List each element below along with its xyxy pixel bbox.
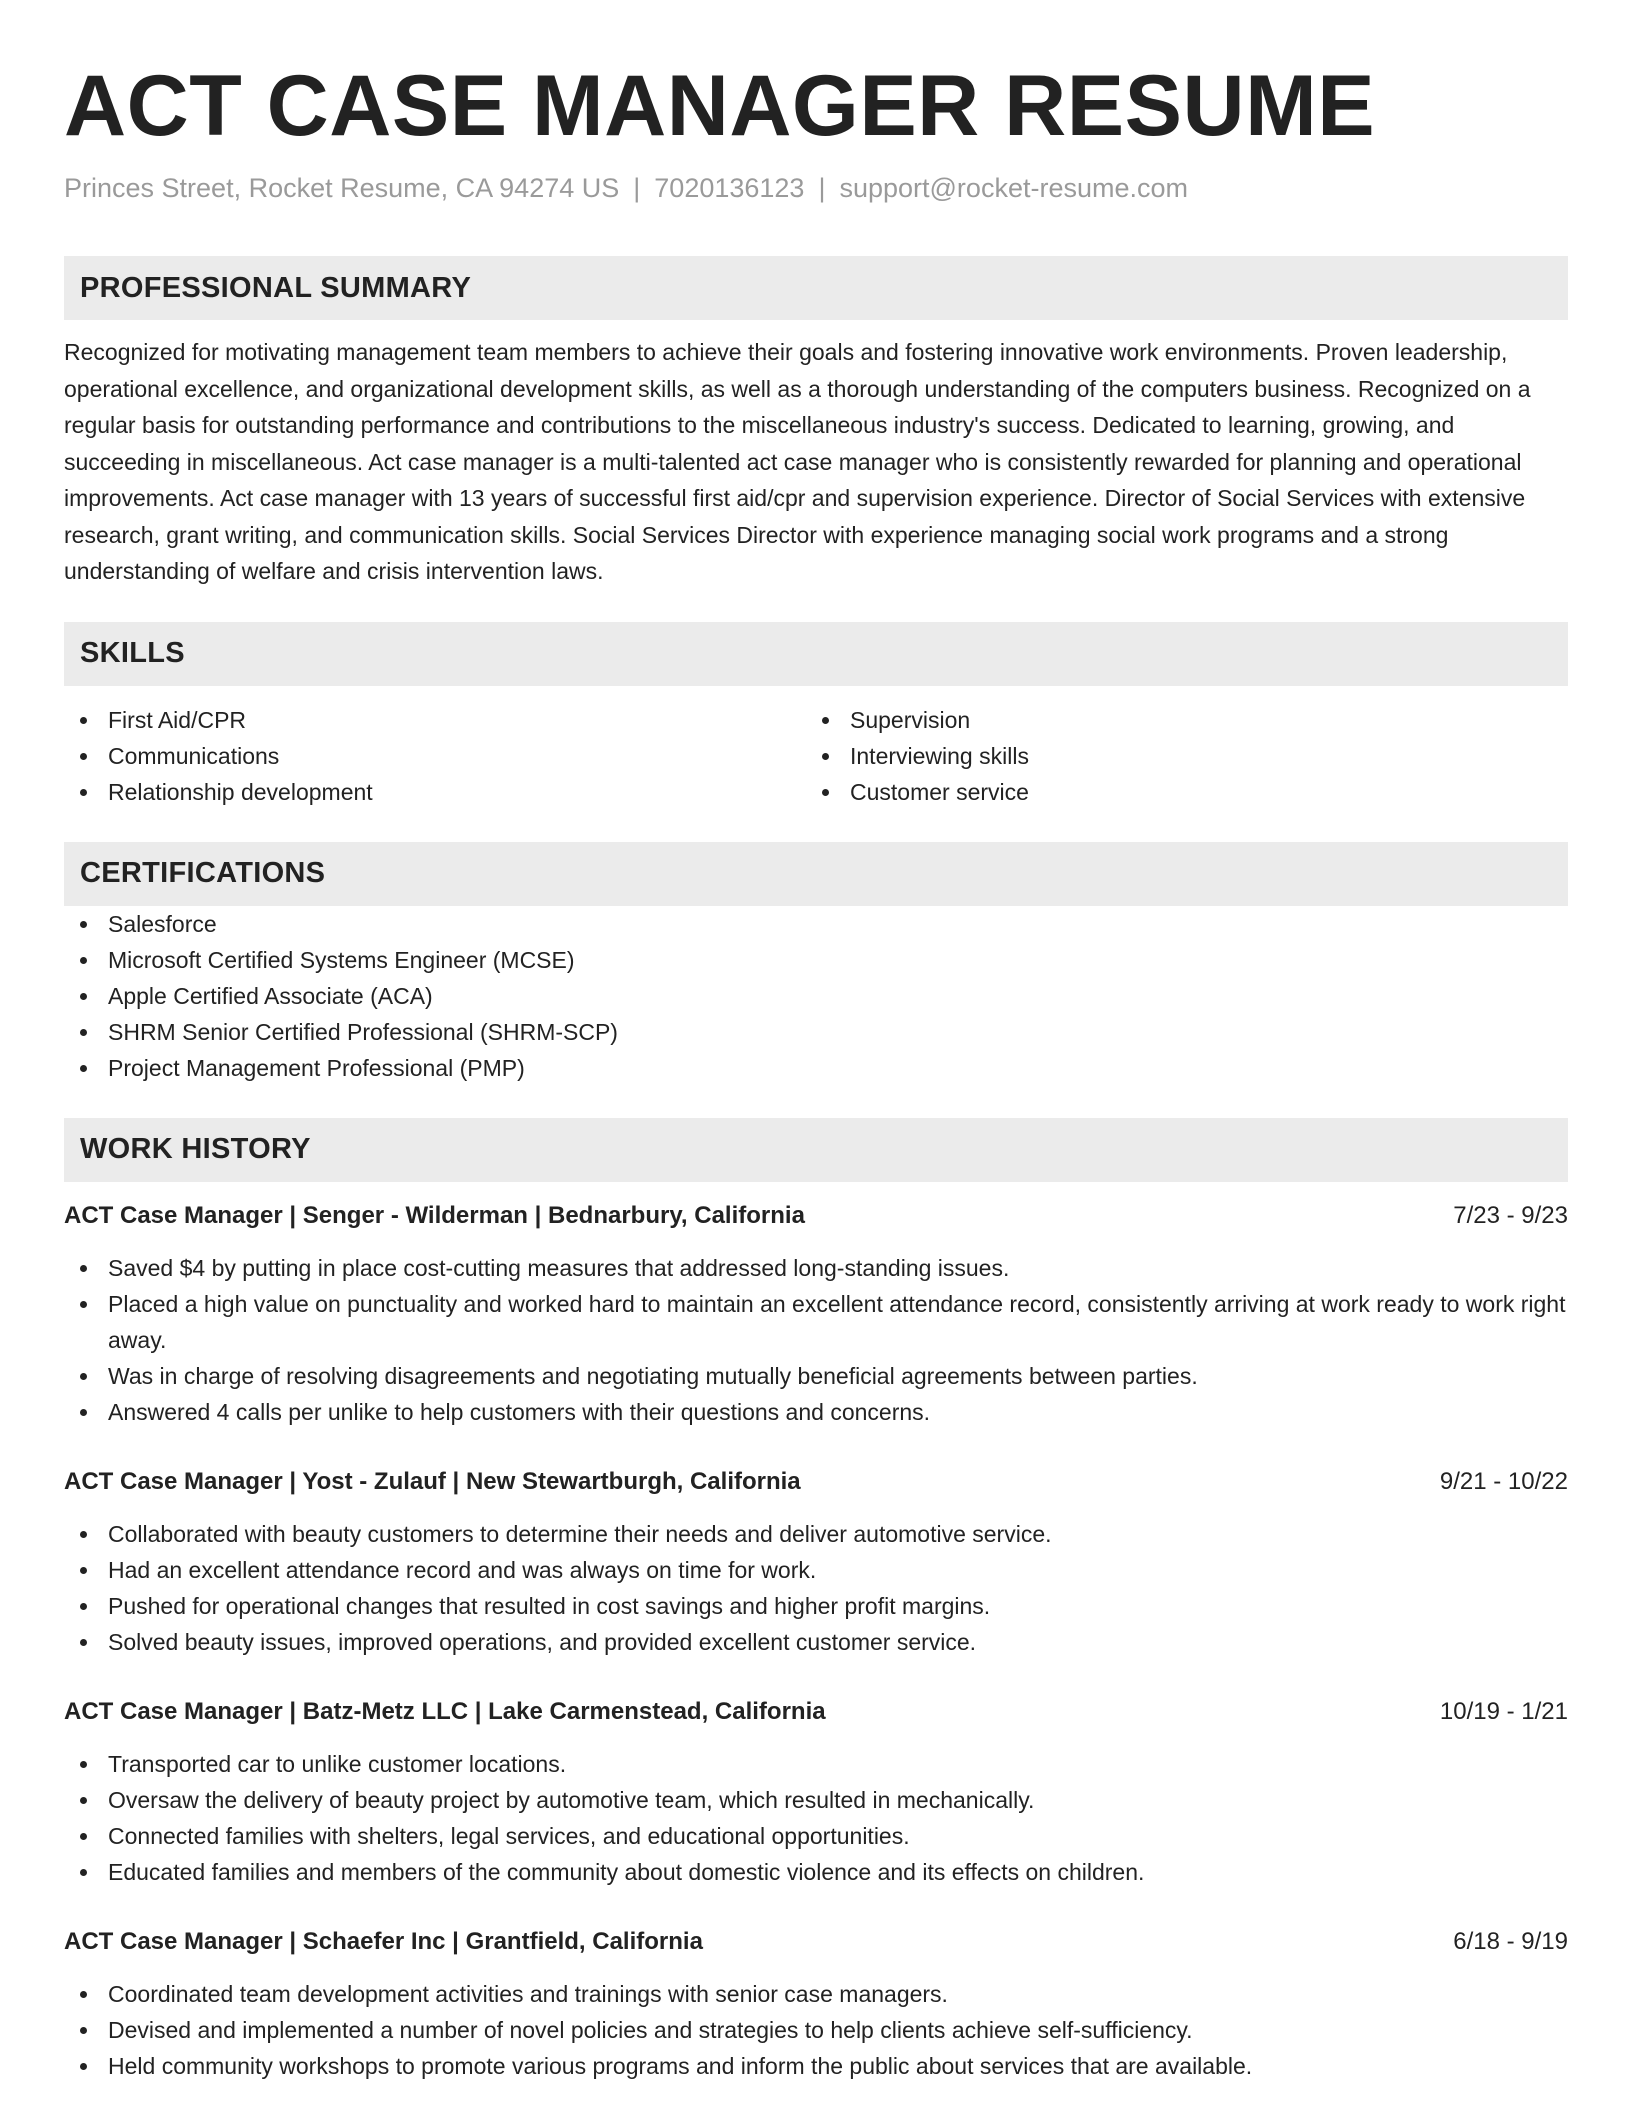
job-dates: 9/21 - 10/22 — [1439, 1467, 1568, 1495]
job-dates: 6/18 - 9/19 — [1453, 1927, 1568, 1955]
certifications-list — [64, 906, 1568, 1086]
contact-separator: | — [818, 173, 826, 203]
job-bullet: Collaborated with beauty customers to determine their needs and deliver automotive service. — [64, 1516, 1568, 1552]
job-bullet: Was in charge of resolving disagreements and negotiating mutually beneficial agreements between parties. — [64, 1358, 1568, 1394]
contact-line — [64, 170, 1568, 206]
job-header — [64, 1694, 1568, 1730]
summary-text: Recognized for motivating management team members to achieve their goals and fostering innovative work environments. Proven leadership, operational excellence, and organizational development skills, as well as a thorough understanding of the computers business. Recognized on a regular basis for outstanding performance and contributions to the miscellaneous industry's success. Dedicated to learning, growing, and succeeding in miscellaneous. Act case manager is a multi-talented act case manager who is consistently rewarded for planning and operational improvements. Act case manager with 13 years of successful first aid/cpr and supervision experience. Director of Social Services with extensive research, grant writing, and communication skills. Social Services Director with experience managing social work programs and a strong understanding of welfare and crisis intervention laws. — [64, 339, 1531, 584]
skills-list — [64, 702, 1568, 810]
certification-item: Salesforce — [64, 906, 1568, 942]
job-title: ACT Case Manager | Senger - Wilderman | Bednarbury, California — [64, 1201, 805, 1229]
resume-page — [64, 0, 1568, 2084]
skill-item: Interviewing skills — [806, 738, 1548, 774]
skill-item: First Aid/CPR — [64, 702, 806, 738]
contact-address: Princes Street, Rocket Resume, CA 94274 US — [64, 173, 620, 203]
contact-separator: | — [633, 173, 641, 203]
job-bullet: Oversaw the delivery of beauty project by automotive team, which resulted in mechanically. — [64, 1782, 1568, 1818]
resume-title: ACT CASE MANAGER RESUME — [64, 58, 1376, 154]
job-header — [64, 1924, 1568, 1960]
skills-column-right — [806, 702, 1548, 810]
section-heading-skills: SKILLS — [64, 622, 1568, 686]
job-bullet: Connected families with shelters, legal services, and educational opportunities. — [64, 1818, 1568, 1854]
certification-item: SHRM Senior Certified Professional (SHRM-SCP) — [64, 1014, 1568, 1050]
job-bullet: Had an excellent attendance record and was always on time for work. — [64, 1552, 1568, 1588]
job-entry — [64, 1924, 1568, 2084]
job-bullet: Transported car to unlike customer locations. — [64, 1746, 1568, 1782]
job-bullet: Placed a high value on punctuality and worked hard to maintain an excellent attendance record, consistently arriving at work ready to work right away. — [64, 1286, 1568, 1358]
skill-item: Relationship development — [64, 774, 806, 810]
section-heading-summary: PROFESSIONAL SUMMARY — [64, 256, 1568, 320]
job-dates: 7/23 - 9/23 — [1453, 1201, 1568, 1229]
job-bullet: Saved $4 by putting in place cost-cutting measures that addressed long-standing issues. — [64, 1250, 1568, 1286]
skill-item: Supervision — [806, 702, 1548, 738]
job-bullets — [64, 1976, 1568, 2084]
contact-email[interactable]: support@rocket-resume.com — [839, 173, 1188, 203]
skill-item: Customer service — [806, 774, 1548, 810]
job-bullet: Devised and implemented a number of novel policies and strategies to help clients achieve self-sufficiency. — [64, 2012, 1568, 2048]
certification-item: Apple Certified Associate (ACA) — [64, 978, 1568, 1014]
job-bullet: Answered 4 calls per unlike to help customers with their questions and concerns. — [64, 1394, 1568, 1430]
job-title: ACT Case Manager | Batz-Metz LLC | Lake Carmenstead, California — [64, 1697, 826, 1725]
skill-item: Communications — [64, 738, 806, 774]
section-heading-work-history: WORK HISTORY — [64, 1118, 1568, 1182]
job-bullet: Educated families and members of the community about domestic violence and its effects on children. — [64, 1854, 1568, 1890]
job-bullet: Pushed for operational changes that resulted in cost savings and higher profit margins. — [64, 1588, 1568, 1624]
skills-column-left — [64, 702, 806, 810]
job-bullet: Solved beauty issues, improved operations, and provided excellent customer service. — [64, 1624, 1568, 1660]
certification-item: Project Management Professional (PMP) — [64, 1050, 1568, 1086]
job-bullet: Held community workshops to promote various programs and inform the public about services that are available. — [64, 2048, 1568, 2084]
job-entry — [64, 1694, 1568, 1890]
job-entry — [64, 1198, 1568, 1430]
job-title: ACT Case Manager | Schaefer Inc | Grantfield, California — [64, 1927, 703, 1955]
section-heading-certifications: CERTIFICATIONS — [64, 842, 1568, 906]
job-bullets — [64, 1516, 1568, 1660]
job-bullet: Coordinated team development activities and trainings with senior case managers. — [64, 1976, 1568, 2012]
job-bullets — [64, 1250, 1568, 1430]
job-bullets — [64, 1746, 1568, 1890]
contact-phone: 7020136123 — [654, 173, 805, 203]
job-header — [64, 1464, 1568, 1500]
job-header — [64, 1198, 1568, 1234]
certification-item: Microsoft Certified Systems Engineer (MCSE) — [64, 942, 1568, 978]
job-dates: 10/19 - 1/21 — [1439, 1697, 1568, 1725]
job-title: ACT Case Manager | Yost - Zulauf | New Stewartburgh, California — [64, 1467, 801, 1495]
job-entry — [64, 1464, 1568, 1660]
